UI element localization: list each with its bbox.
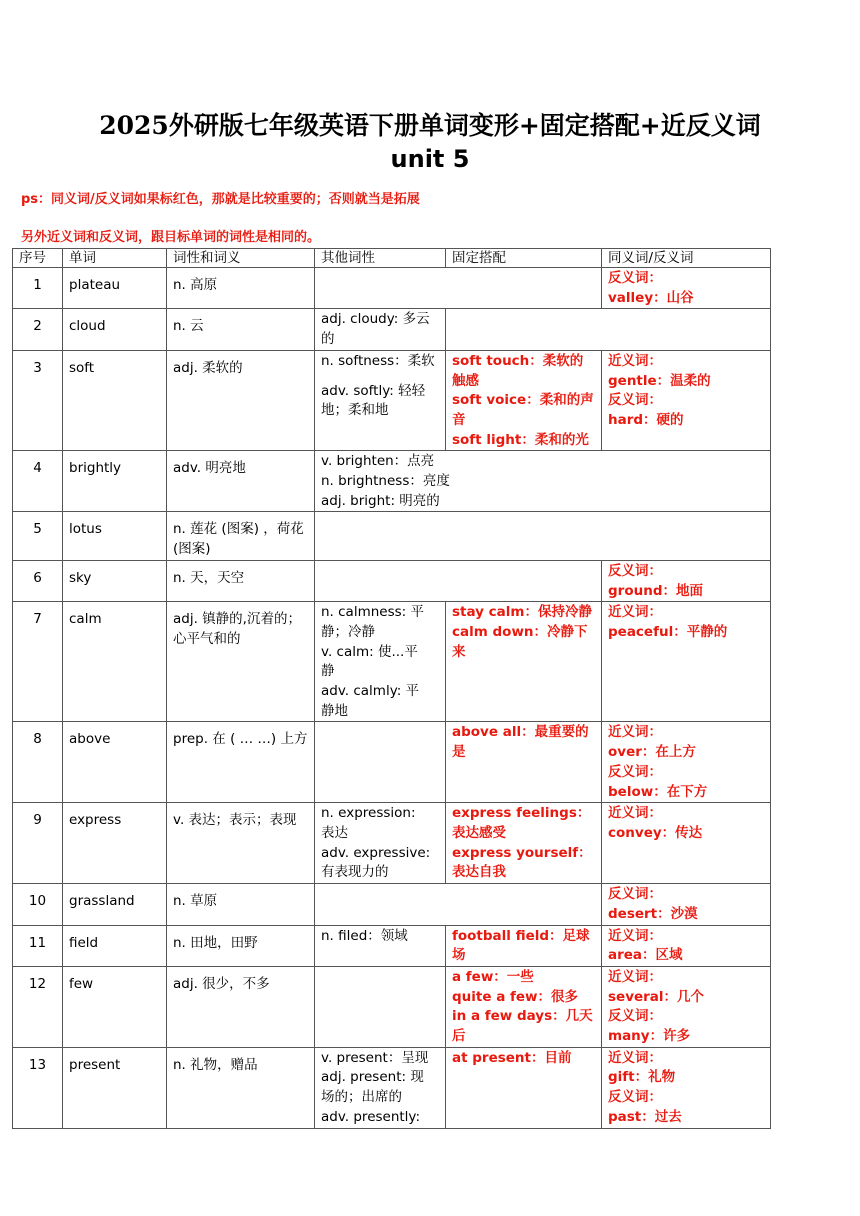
cell-line: express feelings： (452, 805, 591, 822)
table-row (13, 722, 771, 803)
table-row (13, 560, 771, 601)
cell-line: 来 (452, 643, 466, 660)
cell-line: 后 (452, 1028, 466, 1045)
cell-synonyms (602, 925, 771, 966)
cell-line: adv. calmly: 平 (321, 683, 420, 700)
header-word: 单词 (63, 249, 167, 268)
cell-no: 2 (13, 309, 63, 350)
cell-meaning: n. 高原 (167, 268, 315, 309)
cell-line: 有表现力的 (321, 864, 389, 881)
table-row (13, 512, 771, 560)
cell-word: few (63, 966, 167, 1047)
header-other-forms: 其他词性 (315, 249, 446, 268)
cell-line: 反义词： (608, 1089, 662, 1106)
cell-line: 静；冷静 (321, 623, 375, 640)
cell-line: hard：硬的 (608, 411, 684, 428)
cell-line: in a few days：几天 (452, 1008, 593, 1025)
cell-line: calm down：冷静下 (452, 623, 588, 640)
cell-no: 13 (13, 1047, 63, 1128)
cell-no: 10 (13, 884, 63, 925)
cell-meaning: n. 草原 (167, 884, 315, 925)
header-no: 序号 (13, 249, 63, 268)
cell-line: 触感 (452, 372, 479, 389)
header-phrases: 固定搭配 (446, 249, 602, 268)
cell-phrases (446, 803, 602, 884)
cell-line: 场 (452, 947, 466, 964)
cell-line: peaceful：平静的 (608, 623, 728, 640)
cell-other-forms (315, 884, 602, 925)
cell-no: 4 (13, 451, 63, 512)
cell-line: adj. bright: 明亮的 (321, 492, 440, 509)
table-header-row (13, 249, 771, 268)
cell-line: express yourself： (452, 844, 592, 861)
cell-word: present (63, 1047, 167, 1128)
cell-line: n. filed：领域 (321, 927, 408, 944)
cell-meaning: n. 天，天空 (167, 560, 315, 601)
cell-word: calm (63, 602, 167, 722)
table-row (13, 268, 771, 309)
table-row (13, 925, 771, 966)
cell-line: many：许多 (608, 1028, 691, 1045)
cell-synonyms (602, 268, 771, 309)
cell-line: adv. softly: 轻轻 (321, 382, 426, 399)
table-row (13, 966, 771, 1047)
cell-meaning: adj. 很少，不多 (167, 966, 315, 1047)
table-row (13, 602, 771, 722)
cell-line: 反义词： (608, 886, 662, 903)
cell-line: football field：足球 (452, 927, 590, 944)
cell-line: adv. expressive: (321, 844, 431, 861)
cell-line: 近义词： (608, 724, 662, 741)
cell-line: 表达自我 (452, 864, 506, 881)
cell-other-forms (315, 268, 602, 309)
cell-other-forms (315, 512, 771, 560)
cell-line: area：区域 (608, 947, 683, 964)
cell-line: 反义词： (608, 763, 662, 780)
cell-phrases (446, 1047, 602, 1128)
cell-line: 音 (452, 411, 466, 428)
cell-line: convey：传达 (608, 824, 703, 841)
cell-other-forms (315, 560, 602, 601)
cell-line: 近义词： (608, 604, 662, 621)
cell-line: stay calm：保持冷静 (452, 604, 592, 621)
cell-line: 近义词： (608, 968, 662, 985)
cell-line: quite a few：很多 (452, 988, 579, 1005)
cell-other-forms (315, 1047, 446, 1128)
cell-no: 9 (13, 803, 63, 884)
cell-line: gentle：温柔的 (608, 372, 711, 389)
cell-word: plateau (63, 268, 167, 309)
cell-line: over：在上方 (608, 744, 696, 761)
cell-line: 表达 (321, 824, 348, 841)
cell-synonyms (602, 803, 771, 884)
cell-line: ground：地面 (608, 582, 703, 599)
cell-meaning: n. 礼物，赠品 (167, 1047, 315, 1128)
header-meaning: 词性和词义 (167, 249, 315, 268)
cell-word: express (63, 803, 167, 884)
cell-no: 1 (13, 268, 63, 309)
doc-subtitle: unit 5 (390, 145, 470, 173)
cell-other-forms (315, 451, 771, 512)
note-importance: ps：同义词/反义词如果标红色，那就是比较重要的；否则就当是拓展 (21, 192, 420, 207)
cell-other-forms (315, 722, 446, 803)
cell-meaning: n. 莲花 (图案) ，荷花 (图案) (167, 512, 315, 560)
cell-line: v. brighten：点亮 (321, 453, 435, 470)
cell-line: adj. present: 现 (321, 1069, 424, 1086)
cell-line: 静 (321, 663, 335, 680)
cell-other-forms (315, 309, 446, 350)
cell-synonyms (602, 602, 771, 722)
cell-line: n. expression: (321, 805, 416, 822)
cell-word: field (63, 925, 167, 966)
cell-line: 近义词： (608, 927, 662, 944)
cell-phrases (446, 602, 602, 722)
cell-line (321, 372, 439, 382)
cell-synonyms (602, 350, 771, 451)
cell-line: 反义词： (608, 392, 662, 409)
cell-word: soft (63, 350, 167, 451)
cell-phrases (446, 350, 602, 451)
cell-line: 场的；出席的 (321, 1089, 402, 1106)
note-part-of-speech: 另外近义词和反义词，跟目标单词的词性是相同的。 (21, 230, 321, 245)
cell-other-forms (315, 966, 446, 1047)
cell-word: cloud (63, 309, 167, 350)
cell-no: 8 (13, 722, 63, 803)
cell-phrases (446, 722, 602, 803)
cell-no: 7 (13, 602, 63, 722)
cell-phrases (446, 925, 602, 966)
cell-meaning: adj. 镇静的,沉着的；心平气和的 (167, 602, 315, 722)
cell-phrases (446, 966, 602, 1047)
cell-line: 是 (452, 744, 466, 761)
cell-no: 11 (13, 925, 63, 966)
cell-no: 5 (13, 512, 63, 560)
cell-line: 地；柔和地 (321, 402, 389, 419)
table-row (13, 1047, 771, 1128)
cell-line: below：在下方 (608, 783, 708, 800)
cell-line: several：几个 (608, 988, 705, 1005)
cell-line: soft light：柔和的光 (452, 431, 589, 448)
cell-phrases (446, 309, 771, 350)
cell-line: v. calm: 使...平 (321, 643, 418, 660)
cell-word: sky (63, 560, 167, 601)
cell-line: a few：一些 (452, 968, 534, 985)
cell-line: adv. presently: (321, 1108, 420, 1125)
cell-line: 近义词： (608, 805, 662, 822)
cell-line: desert：沙漠 (608, 905, 698, 922)
cell-other-forms (315, 925, 446, 966)
cell-line: adj. cloudy: 多云 (321, 311, 430, 328)
cell-meaning: n. 云 (167, 309, 315, 350)
cell-line: valley：山谷 (608, 289, 694, 306)
doc-title: 2025外研版七年级英语下册单词变形+固定搭配+近反义词 (99, 111, 761, 140)
cell-no: 12 (13, 966, 63, 1047)
cell-synonyms (602, 1047, 771, 1128)
cell-meaning: adv. 明亮地 (167, 451, 315, 512)
cell-line: 反义词： (608, 270, 662, 286)
cell-no: 6 (13, 560, 63, 601)
cell-meaning: n. 田地，田野 (167, 925, 315, 966)
cell-word: brightly (63, 451, 167, 512)
table-row (13, 803, 771, 884)
table-row (13, 451, 771, 512)
table-row (13, 884, 771, 925)
cell-other-forms (315, 350, 446, 451)
cell-line: n. brightness：亮度 (321, 473, 450, 490)
cell-line: 近义词： (608, 352, 662, 369)
header-synonyms: 同义词/反义词 (602, 249, 771, 268)
cell-line: v. present：呈现 (321, 1049, 429, 1066)
cell-line: past：过去 (608, 1108, 682, 1125)
cell-line: above all：最重要的 (452, 724, 589, 741)
cell-line: 静地 (321, 702, 348, 719)
cell-meaning: v. 表达；表示；表现 (167, 803, 315, 884)
cell-other-forms (315, 803, 446, 884)
cell-synonyms (602, 966, 771, 1047)
cell-line: gift：礼物 (608, 1069, 676, 1086)
cell-synonyms (602, 722, 771, 803)
cell-other-forms (315, 602, 446, 722)
table-row (13, 309, 771, 350)
cell-line: 表达感受 (452, 824, 506, 841)
cell-line: 的 (321, 331, 335, 348)
cell-line: at present：目前 (452, 1049, 572, 1066)
cell-meaning: prep. 在 ( … …) 上方 (167, 722, 315, 803)
cell-line: n. softness：柔软 (321, 352, 435, 369)
cell-meaning: adj. 柔软的 (167, 350, 315, 451)
cell-line: soft voice：柔和的声 (452, 392, 594, 409)
cell-no: 3 (13, 350, 63, 451)
cell-line: 反义词： (608, 1008, 662, 1025)
cell-synonyms (602, 884, 771, 925)
cell-line: soft touch：柔软的 (452, 352, 584, 369)
cell-line: 反义词： (608, 562, 662, 579)
vocab-table (12, 248, 771, 1129)
cell-word: above (63, 722, 167, 803)
cell-line: 近义词： (608, 1049, 662, 1066)
cell-line: n. calmness: 平 (321, 604, 425, 621)
cell-word: grassland (63, 884, 167, 925)
cell-word: lotus (63, 512, 167, 560)
table-row (13, 350, 771, 451)
cell-synonyms (602, 560, 771, 601)
